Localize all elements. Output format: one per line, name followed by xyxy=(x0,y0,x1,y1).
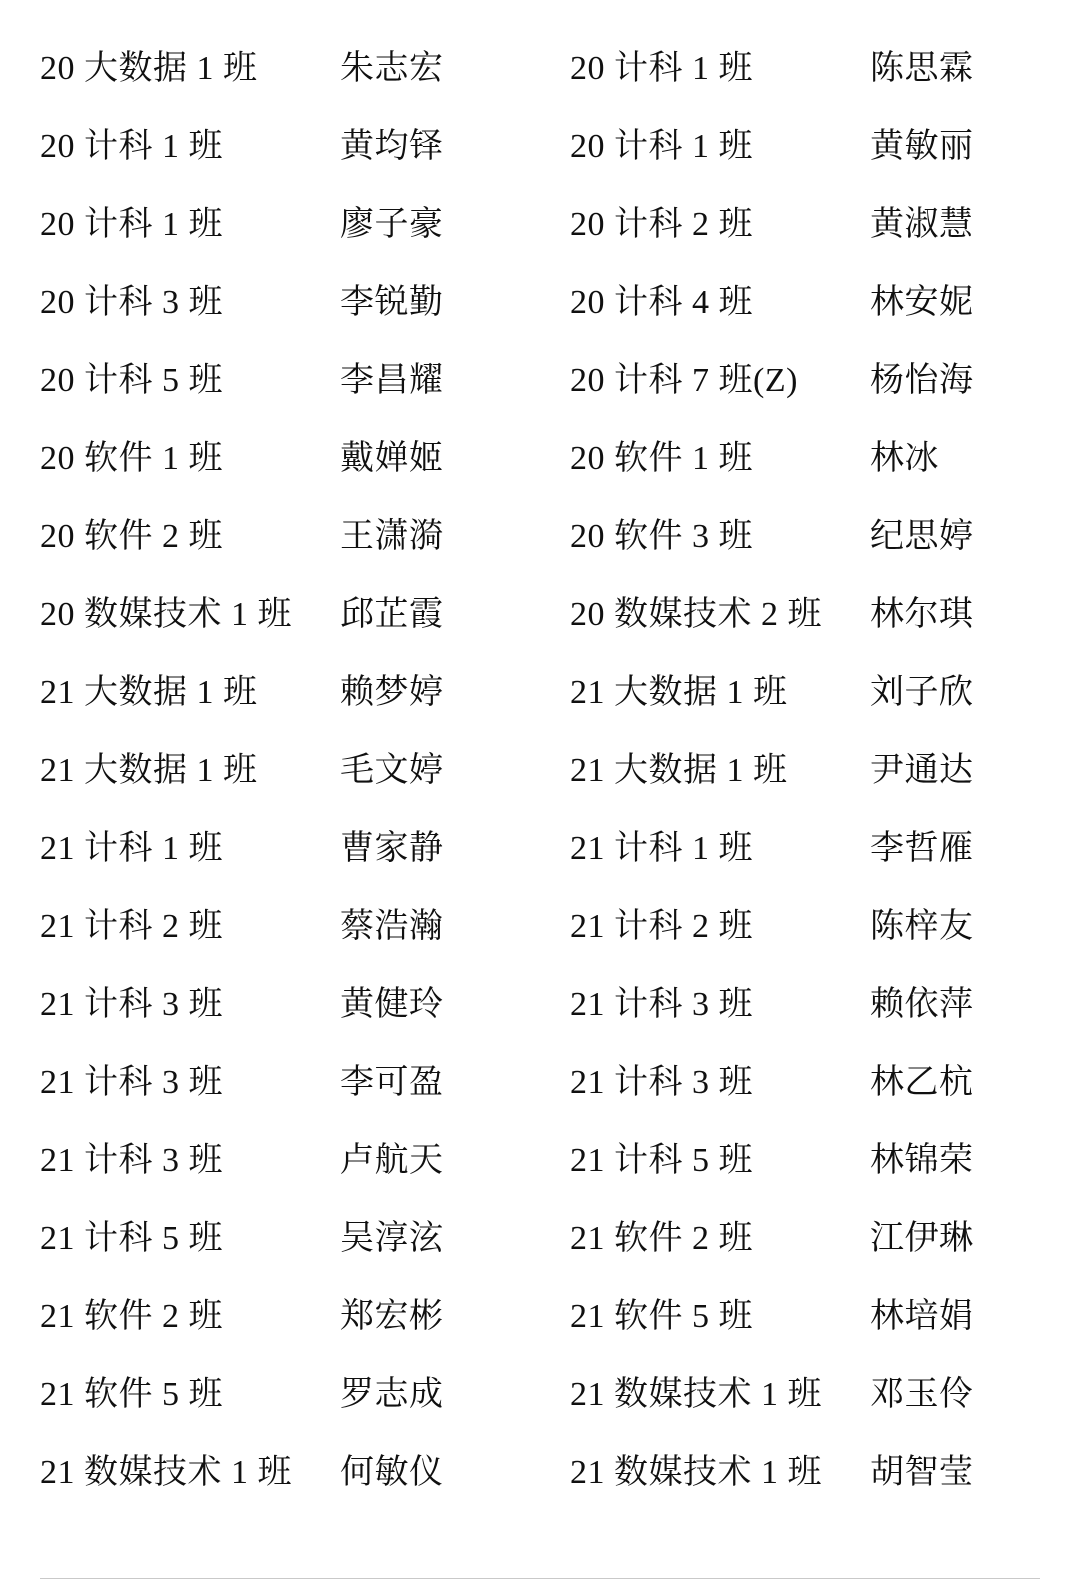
name-cell-left xyxy=(340,1044,570,1122)
name-cell-left xyxy=(340,264,570,342)
name-cell-right-text: 陈梓友 xyxy=(870,907,974,945)
table-row xyxy=(40,186,1040,264)
class-cell-right xyxy=(570,186,870,264)
class-cell-right-text: 21 计科 5 班 xyxy=(570,1141,753,1179)
name-cell-right xyxy=(870,1356,1040,1434)
class-cell-left xyxy=(40,186,340,264)
class-cell-left xyxy=(40,966,340,1044)
class-cell-left xyxy=(40,1122,340,1200)
name-cell-right-text: 林冰 xyxy=(870,439,939,477)
class-cell-left-text: 21 计科 3 班 xyxy=(40,1141,223,1179)
name-cell-right xyxy=(870,966,1040,1044)
class-cell-right xyxy=(570,1434,870,1512)
name-cell-right-text: 尹通达 xyxy=(870,751,974,789)
name-cell-left-text: 卢航天 xyxy=(340,1141,444,1179)
class-cell-right-text: 20 计科 1 班 xyxy=(570,127,753,165)
class-cell-right xyxy=(570,810,870,888)
class-cell-left xyxy=(40,1278,340,1356)
name-cell-left-text: 何敏仪 xyxy=(340,1453,444,1491)
name-cell-right-text: 江伊琳 xyxy=(870,1219,974,1257)
name-cell-left xyxy=(340,420,570,498)
student-roster-table xyxy=(40,30,1040,1512)
table-row xyxy=(40,732,1040,810)
name-cell-left-text: 毛文婷 xyxy=(340,751,444,789)
class-cell-right xyxy=(570,264,870,342)
class-cell-right-text: 21 计科 3 班 xyxy=(570,985,753,1023)
name-cell-left-text: 罗志成 xyxy=(340,1375,444,1413)
name-cell-right xyxy=(870,1278,1040,1356)
class-cell-left-text: 21 计科 3 班 xyxy=(40,985,223,1023)
name-cell-right xyxy=(870,810,1040,888)
class-cell-left-text: 21 计科 1 班 xyxy=(40,829,223,867)
name-cell-left-text: 曹家静 xyxy=(340,829,444,867)
class-cell-left-text: 20 大数据 1 班 xyxy=(40,49,258,87)
table-row xyxy=(40,1356,1040,1434)
class-cell-right-text: 20 计科 7 班(Z) xyxy=(570,361,798,399)
class-cell-right xyxy=(570,1200,870,1278)
class-cell-left-text: 21 软件 5 班 xyxy=(40,1375,223,1413)
name-cell-left-text: 廖子豪 xyxy=(340,205,444,243)
class-cell-right xyxy=(570,420,870,498)
class-cell-left xyxy=(40,1200,340,1278)
class-cell-right xyxy=(570,576,870,654)
name-cell-right xyxy=(870,108,1040,186)
class-cell-left-text: 21 数媒技术 1 班 xyxy=(40,1453,292,1491)
name-cell-left xyxy=(340,1122,570,1200)
table-row xyxy=(40,654,1040,732)
name-cell-left xyxy=(340,30,570,108)
name-cell-right xyxy=(870,576,1040,654)
name-cell-right-text: 林乙杭 xyxy=(870,1063,974,1101)
name-cell-right-text: 杨怡海 xyxy=(870,361,974,399)
name-cell-right xyxy=(870,732,1040,810)
name-cell-right-text: 黄淑慧 xyxy=(870,205,974,243)
name-cell-right-text: 林锦荣 xyxy=(870,1141,974,1179)
table-row xyxy=(40,108,1040,186)
class-cell-right-text: 21 数媒技术 1 班 xyxy=(570,1375,822,1413)
class-cell-left xyxy=(40,654,340,732)
table-row xyxy=(40,888,1040,966)
class-cell-left xyxy=(40,1044,340,1122)
class-cell-left-text: 20 计科 3 班 xyxy=(40,283,223,321)
name-cell-right-text: 林培娟 xyxy=(870,1297,974,1335)
class-cell-right xyxy=(570,888,870,966)
name-cell-left-text: 朱志宏 xyxy=(340,49,444,87)
name-cell-right xyxy=(870,888,1040,966)
name-cell-right-text: 赖依萍 xyxy=(870,985,974,1023)
class-cell-right-text: 21 软件 2 班 xyxy=(570,1219,753,1257)
name-cell-left-text: 李锐勤 xyxy=(340,283,444,321)
name-cell-right xyxy=(870,186,1040,264)
name-cell-right-text: 胡智莹 xyxy=(870,1453,974,1491)
class-cell-right-text: 20 软件 3 班 xyxy=(570,517,753,555)
class-cell-left xyxy=(40,498,340,576)
class-cell-left xyxy=(40,264,340,342)
name-cell-left xyxy=(340,654,570,732)
name-cell-right-text: 刘子欣 xyxy=(870,673,974,711)
class-cell-left xyxy=(40,1356,340,1434)
class-cell-left xyxy=(40,888,340,966)
class-cell-left xyxy=(40,1434,340,1512)
class-cell-left-text: 21 计科 5 班 xyxy=(40,1219,223,1257)
class-cell-right xyxy=(570,1278,870,1356)
class-cell-left-text: 21 大数据 1 班 xyxy=(40,673,258,711)
class-cell-right xyxy=(570,966,870,1044)
table-row xyxy=(40,1200,1040,1278)
class-cell-right-text: 21 计科 1 班 xyxy=(570,829,753,867)
name-cell-left-text: 黄健玲 xyxy=(340,985,444,1023)
name-cell-left-text: 蔡浩瀚 xyxy=(340,907,444,945)
class-cell-right xyxy=(570,30,870,108)
class-cell-left-text: 20 计科 5 班 xyxy=(40,361,223,399)
name-cell-left xyxy=(340,888,570,966)
name-cell-left-text: 郑宏彬 xyxy=(340,1297,444,1335)
name-cell-left xyxy=(340,1278,570,1356)
table-row xyxy=(40,966,1040,1044)
class-cell-right-text: 21 大数据 1 班 xyxy=(570,751,788,789)
name-cell-left-text: 李昌耀 xyxy=(340,361,444,399)
name-cell-left-text: 赖梦婷 xyxy=(340,673,444,711)
name-cell-right xyxy=(870,498,1040,576)
table-row xyxy=(40,342,1040,420)
class-cell-left-text: 20 软件 1 班 xyxy=(40,439,223,477)
class-cell-left-text: 21 大数据 1 班 xyxy=(40,751,258,789)
name-cell-left-text: 戴婵姬 xyxy=(340,439,444,477)
name-cell-right-text: 李哲雁 xyxy=(870,829,974,867)
name-cell-left xyxy=(340,186,570,264)
name-cell-left-text: 王潇漪 xyxy=(340,517,444,555)
class-cell-right xyxy=(570,108,870,186)
class-cell-right xyxy=(570,1356,870,1434)
class-cell-left xyxy=(40,576,340,654)
name-cell-right-text: 林尔琪 xyxy=(870,595,974,633)
name-cell-right xyxy=(870,342,1040,420)
name-cell-right-text: 纪思婷 xyxy=(870,517,974,555)
name-cell-left xyxy=(340,810,570,888)
table-row xyxy=(40,576,1040,654)
name-cell-left-text: 李可盈 xyxy=(340,1063,444,1101)
table-row xyxy=(40,498,1040,576)
name-cell-right xyxy=(870,1200,1040,1278)
name-cell-right xyxy=(870,1044,1040,1122)
class-cell-right-text: 20 计科 2 班 xyxy=(570,205,753,243)
name-cell-right xyxy=(870,1122,1040,1200)
name-cell-right xyxy=(870,420,1040,498)
class-cell-right-text: 21 软件 5 班 xyxy=(570,1297,753,1335)
name-cell-left xyxy=(340,1434,570,1512)
name-cell-right xyxy=(870,30,1040,108)
class-cell-right-text: 20 软件 1 班 xyxy=(570,439,753,477)
name-cell-left xyxy=(340,1356,570,1434)
table-row xyxy=(40,30,1040,108)
class-cell-right xyxy=(570,342,870,420)
table-row xyxy=(40,1122,1040,1200)
name-cell-left xyxy=(340,1200,570,1278)
table-row xyxy=(40,810,1040,888)
table-row xyxy=(40,1278,1040,1356)
class-cell-right-text: 20 数媒技术 2 班 xyxy=(570,595,822,633)
class-cell-right-text: 21 计科 2 班 xyxy=(570,907,753,945)
class-cell-left-text: 20 数媒技术 1 班 xyxy=(40,595,292,633)
table-row xyxy=(40,1044,1040,1122)
name-cell-left xyxy=(340,342,570,420)
class-cell-left-text: 21 软件 2 班 xyxy=(40,1297,223,1335)
name-cell-left xyxy=(340,576,570,654)
name-cell-left xyxy=(340,732,570,810)
class-cell-right xyxy=(570,654,870,732)
class-cell-left xyxy=(40,342,340,420)
name-cell-right xyxy=(870,264,1040,342)
name-cell-right-text: 邓玉伶 xyxy=(870,1375,974,1413)
class-cell-right-text: 21 数媒技术 1 班 xyxy=(570,1453,822,1491)
name-cell-left-text: 邱芷霞 xyxy=(340,595,444,633)
class-cell-left-text: 20 软件 2 班 xyxy=(40,517,223,555)
class-cell-left xyxy=(40,420,340,498)
name-cell-left-text: 吴淳泫 xyxy=(340,1219,444,1257)
class-cell-right-text: 20 计科 1 班 xyxy=(570,49,753,87)
class-cell-left-text: 20 计科 1 班 xyxy=(40,127,223,165)
class-cell-left-text: 20 计科 1 班 xyxy=(40,205,223,243)
class-cell-right xyxy=(570,732,870,810)
class-cell-right xyxy=(570,498,870,576)
name-cell-left xyxy=(340,498,570,576)
name-cell-right-text: 陈思霖 xyxy=(870,49,974,87)
class-cell-left-text: 21 计科 3 班 xyxy=(40,1063,223,1101)
name-cell-left xyxy=(340,966,570,1044)
class-cell-left xyxy=(40,108,340,186)
class-cell-left xyxy=(40,810,340,888)
class-cell-right xyxy=(570,1122,870,1200)
class-cell-right-text: 20 计科 4 班 xyxy=(570,283,753,321)
table-row xyxy=(40,420,1040,498)
table-row xyxy=(40,264,1040,342)
table-row xyxy=(40,1434,1040,1512)
class-cell-left xyxy=(40,732,340,810)
footer-divider xyxy=(40,1578,1040,1579)
name-cell-left xyxy=(340,108,570,186)
name-cell-right xyxy=(870,654,1040,732)
class-cell-right-text: 21 计科 3 班 xyxy=(570,1063,753,1101)
name-cell-right-text: 黄敏丽 xyxy=(870,127,974,165)
class-cell-left-text: 21 计科 2 班 xyxy=(40,907,223,945)
roster-body xyxy=(40,30,1040,1512)
class-cell-left xyxy=(40,30,340,108)
name-cell-right xyxy=(870,1434,1040,1512)
name-cell-left-text: 黄均铎 xyxy=(340,127,444,165)
class-cell-right-text: 21 大数据 1 班 xyxy=(570,673,788,711)
name-cell-right-text: 林安妮 xyxy=(870,283,974,321)
class-cell-right xyxy=(570,1044,870,1122)
